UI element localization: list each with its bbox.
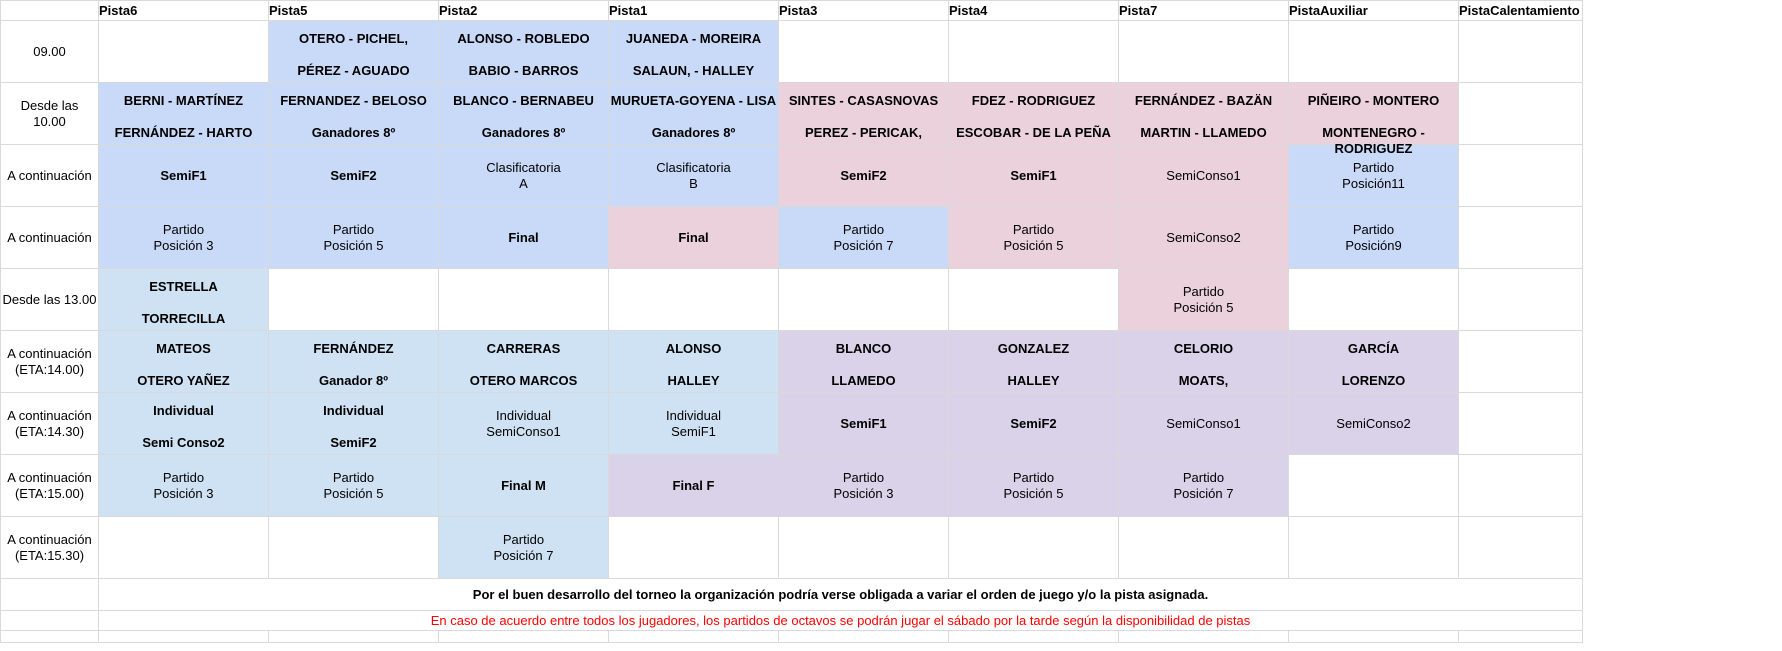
match-cell-pista6[interactable] (99, 517, 269, 579)
cell-text: MATEOS (156, 340, 211, 356)
match-cell-pista1[interactable] (609, 207, 779, 269)
cell-text: Partido (162, 469, 205, 485)
empty-cell[interactable] (779, 631, 949, 643)
match-cell-pista3[interactable] (779, 207, 949, 269)
cell-text: Partido (1012, 221, 1055, 237)
match-cell-pistacalentamiento[interactable] (1459, 269, 1583, 331)
match-cell-pista1[interactable] (609, 145, 779, 207)
cell-text: Partido (1182, 469, 1225, 485)
schedule-row (1, 331, 1583, 393)
match-cell-pista2[interactable] (439, 145, 609, 207)
cell-text: MARTIN - LLAMEDO (1140, 124, 1267, 140)
cell-text: Posición 3 (153, 237, 214, 253)
match-cell-pistaauxiliar[interactable] (1289, 331, 1459, 393)
empty-row (1, 631, 1583, 643)
cell-text: SemiF1 (160, 167, 207, 183)
match-cell-pistaauxiliar[interactable] (1289, 207, 1459, 269)
match-cell-pista3[interactable] (779, 269, 949, 331)
time-cell[interactable] (1, 145, 99, 207)
match-cell-pista1[interactable] (609, 21, 779, 83)
cell-text: SemiF1 (1010, 167, 1057, 183)
cell-text: CELORIO (1173, 340, 1234, 356)
cell-text: Posición11 (1342, 175, 1405, 191)
cell-text: En caso de acuerdo entre todos los jugadores, los partidos de octavos se podrán jugar el sábado por la tarde según la disponibilidad de pistas (430, 612, 1251, 628)
match-cell-pista4[interactable] (949, 269, 1119, 331)
match-cell-pista7[interactable] (1119, 517, 1289, 579)
cell-text: Ganador 8º (318, 372, 389, 388)
match-cell-pista3[interactable] (779, 393, 949, 455)
cell-text: Desde las (20, 97, 79, 113)
match-cell-pista4[interactable] (949, 393, 1119, 455)
cell-text: BLANCO - BERNABEU (453, 92, 594, 108)
match-cell-pistacalentamiento[interactable] (1459, 517, 1583, 579)
cell-text: Posición 5 (323, 237, 384, 253)
match-cell-pista4[interactable] (949, 21, 1119, 83)
match-cell-pista5[interactable] (269, 517, 439, 579)
cell-text: Partido (842, 221, 885, 237)
cell-text: PistaCalentamiento (1459, 3, 1580, 18)
cell-text: A continuación (7, 531, 92, 547)
cell-text: Pista2 (439, 3, 478, 18)
match-cell-pista7[interactable] (1119, 207, 1289, 269)
match-cell-pista3[interactable] (779, 455, 949, 517)
cell-text: Final (678, 229, 709, 245)
cell-text: Partido (1182, 283, 1225, 299)
match-cell-pista5[interactable] (269, 21, 439, 83)
schedule-row (1, 207, 1583, 269)
match-cell-pista4[interactable] (949, 207, 1119, 269)
match-cell-pista1[interactable] (609, 83, 779, 145)
cell-text: Individual (666, 407, 721, 423)
column-header-pista7[interactable] (1119, 1, 1289, 21)
cell-text: GONZALEZ (997, 340, 1070, 356)
cell-text: ESTRELLA (149, 278, 218, 294)
cell-text: OTERO MARCOS (469, 372, 578, 388)
cell-text: A continuación (7, 469, 92, 485)
cell-text: SemiConso1 (486, 423, 561, 439)
cell-text: PEREZ - PERICAK, (804, 124, 922, 140)
match-cell-pista3[interactable] (779, 145, 949, 207)
match-cell-pista6[interactable] (99, 269, 269, 331)
column-header-pista3[interactable] (779, 1, 949, 21)
empty-cell[interactable] (1119, 631, 1289, 643)
match-cell-pista1[interactable] (609, 331, 779, 393)
match-cell-pistaauxiliar[interactable] (1289, 269, 1459, 331)
cell-text: Posición 5 (1003, 237, 1064, 253)
cell-text: Individual (153, 402, 214, 418)
cell-text: CARRERAS (486, 340, 561, 356)
schedule-row (1, 83, 1583, 145)
match-cell-pista6[interactable] (99, 331, 269, 393)
match-cell-pista2[interactable] (439, 21, 609, 83)
match-cell-pistaauxiliar[interactable] (1289, 21, 1459, 83)
cell-text: Posición9 (1345, 237, 1402, 253)
match-cell-pista2[interactable] (439, 517, 609, 579)
match-cell-pistaauxiliar[interactable] (1289, 517, 1459, 579)
match-cell-pista7[interactable] (1119, 393, 1289, 455)
cell-text: 09.00 (33, 43, 66, 59)
time-cell[interactable] (1, 393, 99, 455)
cell-text: SemiF1 (840, 415, 887, 431)
cell-text: A continuación (7, 345, 92, 361)
cell-text: HALLEY (667, 372, 720, 388)
cell-text: SINTES - CASASNOVAS (788, 92, 939, 108)
cell-text: MONTENEGRO - RODRIGUEZ (1322, 124, 1425, 156)
cell-text: Pista4 (949, 3, 988, 18)
schedule-row (1, 21, 1583, 83)
cell-text: SemiF2 (330, 434, 377, 450)
cell-text: Final F (672, 477, 715, 493)
cell-text: Partido (1352, 159, 1395, 175)
cell-text: Partido (1352, 221, 1395, 237)
match-cell-pistacalentamiento[interactable] (1459, 455, 1583, 517)
cell-text: FERNÁNDEZ (313, 340, 394, 356)
cell-text: ESCOBAR - DE LA PEÑA (956, 124, 1111, 140)
cell-text: Partido (502, 531, 545, 547)
cell-text: Ganadores 8º (311, 124, 396, 140)
match-cell-pista4[interactable] (949, 455, 1119, 517)
cell-text: SemiConso2 (1336, 415, 1411, 431)
column-header-time[interactable] (1, 1, 99, 21)
cell-text: Individual (323, 402, 384, 418)
match-cell-pista4[interactable] (949, 517, 1119, 579)
match-cell-pista3[interactable] (779, 517, 949, 579)
cell-text: Por el buen desarrollo del torneo la organización podría verse obligada a variar el orden de juego y/o la pista asignada. (472, 586, 1209, 602)
cell-text: Final (508, 229, 539, 245)
match-cell-pista5[interactable] (269, 269, 439, 331)
match-cell-pistacalentamiento[interactable] (1459, 21, 1583, 83)
cell-text: Partido (332, 469, 375, 485)
cell-text: Clasificatoria (656, 159, 731, 175)
cell-text: Posición 7 (1173, 485, 1234, 501)
match-cell-pistacalentamiento[interactable] (1459, 331, 1583, 393)
cell-text: Partido (162, 221, 205, 237)
cell-text: SemiConso2 (1166, 229, 1241, 245)
cell-text: (ETA:15.30) (14, 547, 85, 563)
match-cell-pista5[interactable] (269, 393, 439, 455)
empty-cell[interactable] (99, 631, 269, 643)
time-cell[interactable] (1, 207, 99, 269)
cell-text: BERNI - MARTÍNEZ (123, 92, 244, 108)
match-cell-pista4[interactable] (949, 83, 1119, 145)
cell-text: (ETA:14.30) (14, 423, 85, 439)
empty-cell[interactable] (1, 611, 99, 631)
column-header-pistacalentamiento[interactable] (1459, 1, 1583, 21)
cell-text: FERNÁNDEZ - BAZÄN (1134, 92, 1273, 108)
cell-text: FERNANDEZ - BELOSO (280, 92, 427, 108)
match-cell-pista1[interactable] (609, 393, 779, 455)
match-cell-pista2[interactable] (439, 393, 609, 455)
schedule-row (1, 269, 1583, 331)
cell-text: LORENZO (1341, 372, 1406, 388)
cell-text: Ganadores 8º (481, 124, 566, 140)
cell-text: Pista3 (779, 3, 818, 18)
cell-text: LLAMEDO (831, 372, 896, 388)
match-cell-pista7[interactable] (1119, 455, 1289, 517)
empty-cell[interactable] (439, 631, 609, 643)
match-cell-pista7[interactable] (1119, 145, 1289, 207)
match-cell-pista6[interactable] (99, 145, 269, 207)
time-cell[interactable] (1, 517, 99, 579)
schedule-row (1, 393, 1583, 455)
cell-text: MURUETA-GOYENA - LISA (610, 92, 777, 108)
empty-cell[interactable] (1289, 631, 1459, 643)
match-cell-pista4[interactable] (949, 145, 1119, 207)
match-cell-pista5[interactable] (269, 207, 439, 269)
match-cell-pista5[interactable] (269, 83, 439, 145)
time-cell[interactable] (1, 455, 99, 517)
cell-text: A continuación (7, 407, 92, 423)
match-cell-pista3[interactable] (779, 83, 949, 145)
match-cell-pista6[interactable] (99, 207, 269, 269)
cell-text: Pista7 (1119, 3, 1158, 18)
cell-text: Desde las 13.00 (2, 291, 97, 307)
cell-text: A continuación (7, 229, 92, 245)
column-header-pista6[interactable] (99, 1, 269, 21)
cell-text: SemiF2 (840, 167, 887, 183)
cell-text: Final M (501, 477, 546, 493)
cell-text: PÉREZ - AGUADO (297, 62, 410, 78)
match-cell-pista7[interactable] (1119, 83, 1289, 145)
match-cell-pista5[interactable] (269, 455, 439, 517)
match-cell-pista2[interactable] (439, 83, 609, 145)
cell-text: Semi Conso2 (142, 434, 225, 450)
match-cell-pistacalentamiento[interactable] (1459, 207, 1583, 269)
cell-text: SemiF1 (671, 423, 716, 439)
cell-text: ALONSO (665, 340, 722, 356)
schedule-row (1, 517, 1583, 579)
cell-text: (ETA:14.00) (14, 361, 85, 377)
cell-text: OTERO YAÑEZ (137, 372, 230, 388)
cell-text: JUANEDA - MOREIRA (625, 30, 762, 46)
cell-text: Partido (332, 221, 375, 237)
empty-cell[interactable] (269, 631, 439, 643)
match-cell-pistaauxiliar[interactable] (1289, 455, 1459, 517)
match-cell-pista6[interactable] (99, 455, 269, 517)
time-cell[interactable] (1, 83, 99, 145)
time-cell[interactable] (1, 269, 99, 331)
match-cell-pista2[interactable] (439, 331, 609, 393)
cell-text: (ETA:15.00) (14, 485, 85, 501)
cell-text: 10.00 (33, 113, 66, 129)
match-cell-pista2[interactable] (439, 269, 609, 331)
match-cell-pista7[interactable] (1119, 21, 1289, 83)
match-cell-pista2[interactable] (439, 207, 609, 269)
column-header-pista2[interactable] (439, 1, 609, 21)
match-cell-pista7[interactable] (1119, 269, 1289, 331)
cell-text: Partido (842, 469, 885, 485)
cell-text: Posición 5 (1003, 485, 1064, 501)
match-cell-pista6[interactable] (99, 83, 269, 145)
cell-text: B (689, 175, 698, 191)
cell-text: BLANCO (835, 340, 892, 356)
cell-text: Individual (496, 407, 551, 423)
empty-cell[interactable] (949, 631, 1119, 643)
match-cell-pista5[interactable] (269, 145, 439, 207)
match-cell-pista7[interactable] (1119, 331, 1289, 393)
empty-cell[interactable] (609, 631, 779, 643)
match-cell-pista6[interactable] (99, 21, 269, 83)
cell-text: A continuación (7, 167, 92, 183)
match-cell-pista1[interactable] (609, 269, 779, 331)
cell-text: SALAUN, - HALLEY (632, 62, 755, 78)
cell-text: PistaAuxiliar (1289, 3, 1368, 18)
cell-text: HALLEY (1007, 372, 1060, 388)
cell-text: SemiConso1 (1166, 415, 1241, 431)
cell-text: Pista5 (269, 3, 308, 18)
time-cell[interactable] (1, 331, 99, 393)
match-cell-pista2[interactable] (439, 455, 609, 517)
match-cell-pista3[interactable] (779, 21, 949, 83)
cell-text: GARCÍA (1347, 340, 1400, 356)
match-cell-pistacalentamiento[interactable] (1459, 393, 1583, 455)
match-cell-pistacalentamiento[interactable] (1459, 83, 1583, 145)
cell-text: SemiF2 (1010, 415, 1057, 431)
cell-text: Ganadores 8º (651, 124, 736, 140)
cell-text: Clasificatoria (486, 159, 561, 175)
cell-text: OTERO - PICHEL, (298, 30, 409, 46)
column-header-pista1[interactable] (609, 1, 779, 21)
cell-text: SemiF2 (330, 167, 377, 183)
empty-cell[interactable] (1, 631, 99, 643)
match-cell-pista4[interactable] (949, 331, 1119, 393)
column-header-pista5[interactable] (269, 1, 439, 21)
cell-text: ALONSO - ROBLEDO (457, 30, 590, 46)
column-header-pistaauxiliar[interactable] (1289, 1, 1459, 21)
cell-text: Posición 7 (493, 547, 554, 563)
cell-text: Partido (1012, 469, 1055, 485)
match-cell-pistaauxiliar[interactable] (1289, 83, 1459, 156)
cell-text: Pista6 (99, 3, 138, 18)
cell-text: Posición 3 (833, 485, 894, 501)
schedule-row (1, 455, 1583, 517)
organization-note-row (1, 579, 1583, 611)
match-cell-pista1[interactable] (609, 517, 779, 579)
cell-text: SemiConso1 (1166, 167, 1241, 183)
time-cell[interactable] (1, 21, 99, 83)
cell-text: BABIO - BARROS (468, 62, 579, 78)
cell-text: PIÑEIRO - MONTERO (1307, 92, 1440, 108)
cell-text: Posición 5 (323, 485, 384, 501)
cell-text: MOATS, (1178, 372, 1229, 388)
match-cell-pista1[interactable] (609, 455, 779, 517)
match-cell-pista6[interactable] (99, 393, 269, 455)
agreement-note-row (1, 611, 1583, 631)
empty-cell[interactable] (1459, 631, 1583, 643)
agreement-note (99, 611, 1583, 631)
match-cell-pista3[interactable] (779, 331, 949, 393)
cell-text: Posición 7 (833, 237, 894, 253)
column-header-pista4[interactable] (949, 1, 1119, 21)
empty-cell[interactable] (1, 579, 99, 611)
match-cell-pista5[interactable] (269, 331, 439, 393)
cell-text: A (519, 175, 528, 191)
cell-text: FDEZ - RODRIGUEZ (971, 92, 1096, 108)
cell-text: Pista1 (609, 3, 648, 18)
cell-text: FERNÁNDEZ - HARTO (114, 124, 253, 140)
cell-text: TORRECILLA (141, 310, 226, 326)
match-cell-pistacalentamiento[interactable] (1459, 145, 1583, 207)
cell-text: Posición 5 (1173, 299, 1234, 315)
cell-text: Posición 3 (153, 485, 214, 501)
match-cell-pistaauxiliar[interactable] (1289, 393, 1459, 455)
organization-note (99, 579, 1583, 611)
